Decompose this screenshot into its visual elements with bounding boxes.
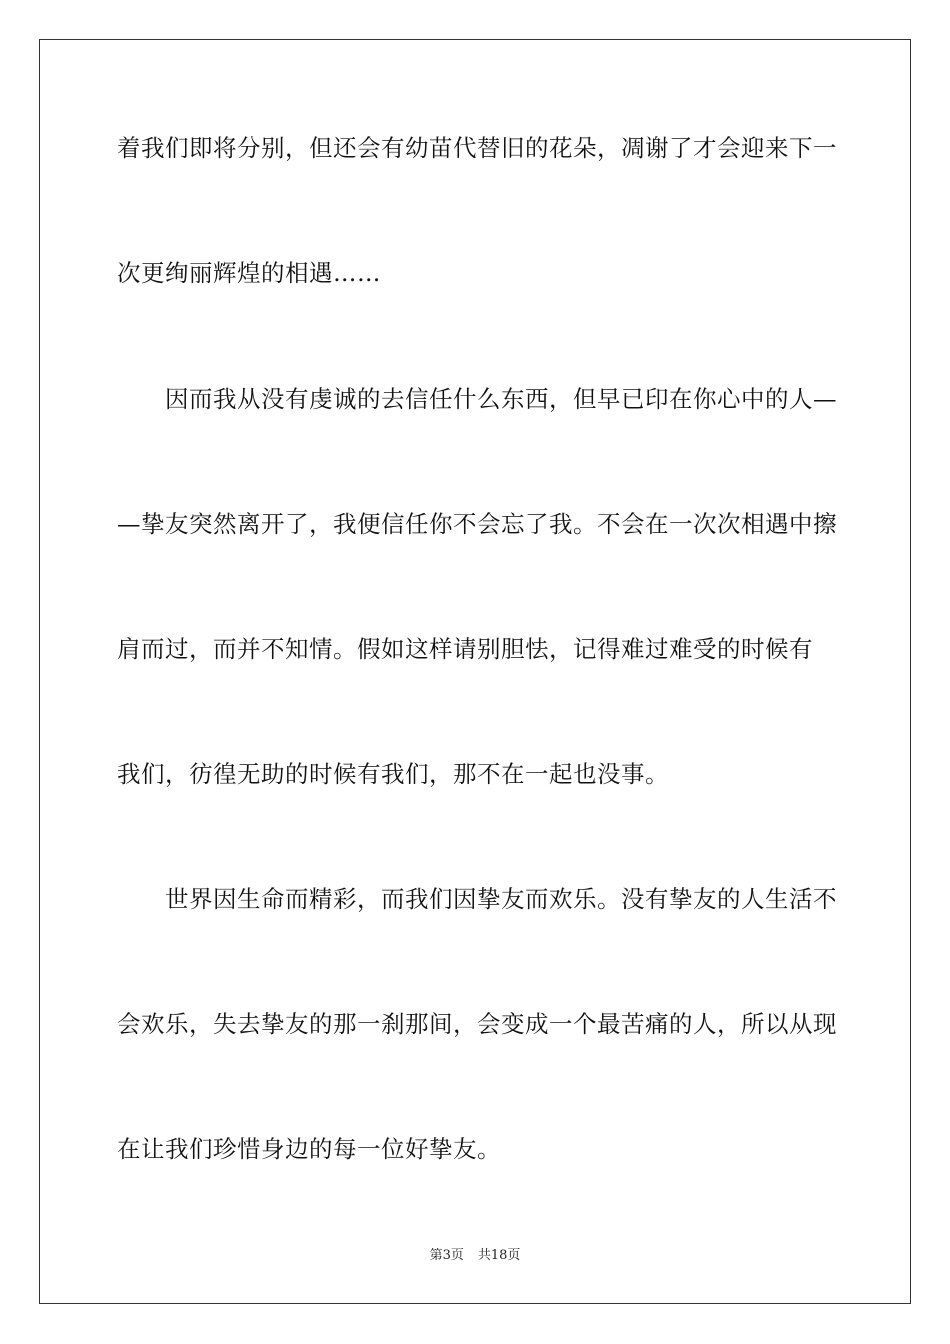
text-line-7: 世界因生命而精彩，而我们因挚友而欢乐。没有挚友的人生活不 <box>165 885 837 913</box>
text-line-9: 在让我们珍惜身边的每一位好挚友。 <box>117 1135 501 1163</box>
text-line-5: 肩而过，而并不知情。假如这样请别胆怯，记得难过难受的时候有 <box>117 635 813 663</box>
page-number: 第3页 <box>429 1248 464 1263</box>
text-line-4: —挚友突然离开了，我便信任你不会忘了我。不会在一次次相遇中擦 <box>117 510 837 538</box>
text-line-1: 着我们即将分别，但还会有幼苗代替旧的花朵，凋谢了才会迎来下一 <box>117 134 837 162</box>
page-total: 共18页 <box>477 1248 521 1263</box>
text-line-3: 因而我从没有虔诚的去信任什么东西，但早已印在你心中的人— <box>165 385 837 413</box>
page-footer <box>0 1247 950 1265</box>
text-line-8: 会欢乐，失去挚友的那一刹那间，会变成一个最苦痛的人，所以从现 <box>117 1010 837 1038</box>
text-line-6: 我们，彷徨无助的时候有我们，那不在一起也没事。 <box>117 760 669 788</box>
text-line-2: 次更绚丽辉煌的相遇…… <box>117 259 381 287</box>
page-frame <box>39 39 911 1304</box>
